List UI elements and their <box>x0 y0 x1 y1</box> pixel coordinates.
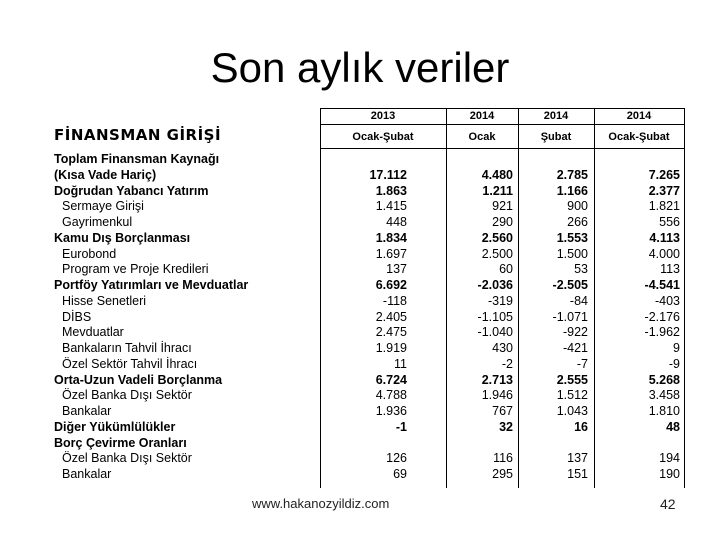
column-period: Ocak-Şubat <box>352 131 414 143</box>
row-value: 1.821 <box>648 199 680 214</box>
row-label: Bankaların Tahvil İhracı <box>62 341 192 355</box>
row-value: -403 <box>654 293 680 308</box>
row-value: 3.458 <box>648 388 680 403</box>
row-value: 2.555 <box>556 372 588 387</box>
header-top-line <box>320 108 684 109</box>
row-value: 194 <box>659 451 680 466</box>
column-year: 2014 <box>626 110 652 122</box>
row-value: 116 <box>493 451 513 466</box>
row-value: 4.113 <box>649 230 680 245</box>
row-value: -84 <box>569 293 588 308</box>
footer-url: www.hakanozyildiz.com <box>252 496 390 511</box>
page-number: 42 <box>660 496 676 512</box>
row-value: 900 <box>567 199 588 214</box>
table-row <box>48 436 688 452</box>
row-value: 126 <box>386 451 407 466</box>
row-value: 137 <box>386 262 407 277</box>
row-value: -2.176 <box>644 309 680 324</box>
row-label: Özel Sektör Tahvil İhracı <box>62 356 198 371</box>
row-value: 48 <box>666 419 680 434</box>
table-row <box>48 420 688 436</box>
row-value: -9 <box>668 356 680 371</box>
row-value: 32 <box>499 419 513 434</box>
row-value: 17.112 <box>369 167 407 182</box>
row-label: Bankalar <box>62 404 112 418</box>
row-value: 9 <box>673 341 680 355</box>
column-period: Ocak-Şubat <box>608 131 670 143</box>
row-value: 2.785 <box>556 167 588 182</box>
row-value: -319 <box>487 293 513 308</box>
row-label: Sermaye Girişi <box>62 199 144 214</box>
row-value: 113 <box>660 262 680 277</box>
row-label: Doğrudan Yabancı Yatırım <box>54 183 209 198</box>
row-value: 1.553 <box>556 230 588 245</box>
row-value: 1.919 <box>375 341 407 355</box>
row-label: Hisse Senetleri <box>62 293 147 308</box>
row-value: 1.166 <box>556 183 588 198</box>
table-row <box>48 215 688 231</box>
row-value: -1.071 <box>552 309 588 324</box>
table-row <box>48 341 688 357</box>
row-value: -922 <box>562 325 588 340</box>
table-row <box>48 168 688 184</box>
table-row <box>48 184 688 200</box>
column-year: 2013 <box>370 110 396 122</box>
row-value: 295 <box>492 467 513 481</box>
row-value: 1.810 <box>648 404 680 418</box>
table-row <box>48 451 688 467</box>
row-value: -1.040 <box>477 325 513 340</box>
table-row <box>48 373 688 389</box>
row-value: -421 <box>562 341 588 355</box>
table-row <box>48 247 688 263</box>
column-year: 2014 <box>469 110 495 122</box>
row-value: 2.713 <box>481 372 513 387</box>
row-value: 767 <box>492 404 513 418</box>
row-value: 16 <box>574 419 588 434</box>
row-value: 1.946 <box>481 388 513 403</box>
row-value: 2.405 <box>375 309 407 324</box>
row-value: 4.788 <box>375 388 407 403</box>
row-value: 11 <box>394 356 407 371</box>
finance-table <box>48 108 688 488</box>
row-value: -118 <box>382 293 407 308</box>
table-row <box>48 152 688 168</box>
row-value: 60 <box>499 262 513 277</box>
row-label: Kamu Dış Borçlanması <box>54 230 191 245</box>
header-mid-line <box>320 124 684 125</box>
row-label: Mevduatlar <box>62 325 124 340</box>
column-period: Ocak <box>468 131 496 143</box>
row-value: 4.000 <box>648 246 680 261</box>
row-value: 1.211 <box>482 183 513 198</box>
row-label: Portföy Yatırımları ve Mevduatlar <box>54 278 249 292</box>
row-label: Program ve Proje Kredileri <box>62 262 209 277</box>
table-row <box>48 294 688 310</box>
column-year: 2014 <box>543 110 569 122</box>
table-row <box>48 278 688 294</box>
row-value: -2.505 <box>552 278 588 292</box>
row-label: Bankalar <box>62 467 112 481</box>
row-value: 2.500 <box>481 246 513 261</box>
table-row <box>48 325 688 341</box>
row-label: Toplam Finansman Kaynağı <box>54 152 220 166</box>
row-value: -1 <box>395 419 407 434</box>
row-value: 7.265 <box>648 167 680 182</box>
row-value: 5.268 <box>648 372 680 387</box>
row-label: Gayrimenkul <box>62 215 133 229</box>
row-value: 1.697 <box>375 246 407 261</box>
row-value: 1.043 <box>556 404 588 418</box>
row-value: 1.936 <box>375 404 407 418</box>
row-value: 1.834 <box>375 230 407 245</box>
row-value: 921 <box>492 199 513 214</box>
slide-title: Son aylık veriler <box>210 44 510 91</box>
table-row <box>48 199 688 215</box>
table-row <box>48 467 688 483</box>
row-value: -2.036 <box>477 278 513 292</box>
row-value: -1.105 <box>477 309 513 324</box>
row-value: 6.692 <box>375 278 407 292</box>
row-label: Diğer Yükümlülükler <box>54 419 176 434</box>
row-value: 556 <box>659 215 680 229</box>
table-row <box>48 262 688 278</box>
row-value: -2 <box>501 356 513 371</box>
row-value: 4.480 <box>481 167 513 182</box>
row-value: 2.475 <box>375 325 407 340</box>
row-value: 1.512 <box>556 388 588 403</box>
row-value: -4.541 <box>644 278 680 292</box>
row-value: 1.863 <box>375 183 407 198</box>
row-value: 137 <box>567 451 588 466</box>
column-period: Şubat <box>540 131 572 143</box>
table-row <box>48 388 688 404</box>
row-value: -7 <box>576 356 588 371</box>
row-label: Eurobond <box>62 246 117 261</box>
row-label: Özel Banka Dışı Sektör <box>62 388 192 403</box>
section-label: FİNANSMAN GİRİŞİ <box>54 126 222 144</box>
row-value: 1.415 <box>375 199 407 214</box>
row-value: 190 <box>659 467 680 481</box>
row-value: -1.962 <box>644 325 680 340</box>
row-value: 53 <box>574 262 588 277</box>
row-value: 6.724 <box>375 372 407 387</box>
row-value: 151 <box>567 467 588 481</box>
row-value: 266 <box>567 215 588 229</box>
table-row <box>48 231 688 247</box>
row-label: DİBS <box>62 309 92 324</box>
header-bottom-line <box>320 148 684 149</box>
table-row <box>48 310 688 326</box>
row-label: Orta-Uzun Vadeli Borçlanma <box>54 372 223 387</box>
table-row <box>48 404 688 420</box>
row-value: 69 <box>393 467 407 481</box>
row-value: 2.377 <box>648 183 680 198</box>
table-row <box>48 357 688 373</box>
row-value: 2.560 <box>481 230 513 245</box>
row-label: Borç Çevirme Oranları <box>54 435 187 450</box>
row-value: 290 <box>492 215 513 229</box>
row-label: (Kısa Vade Hariç) <box>54 167 157 182</box>
row-value: 448 <box>386 215 407 229</box>
row-value: 430 <box>492 341 513 355</box>
row-value: 1.500 <box>556 246 588 261</box>
row-label: Özel Banka Dışı Sektör <box>62 451 192 466</box>
